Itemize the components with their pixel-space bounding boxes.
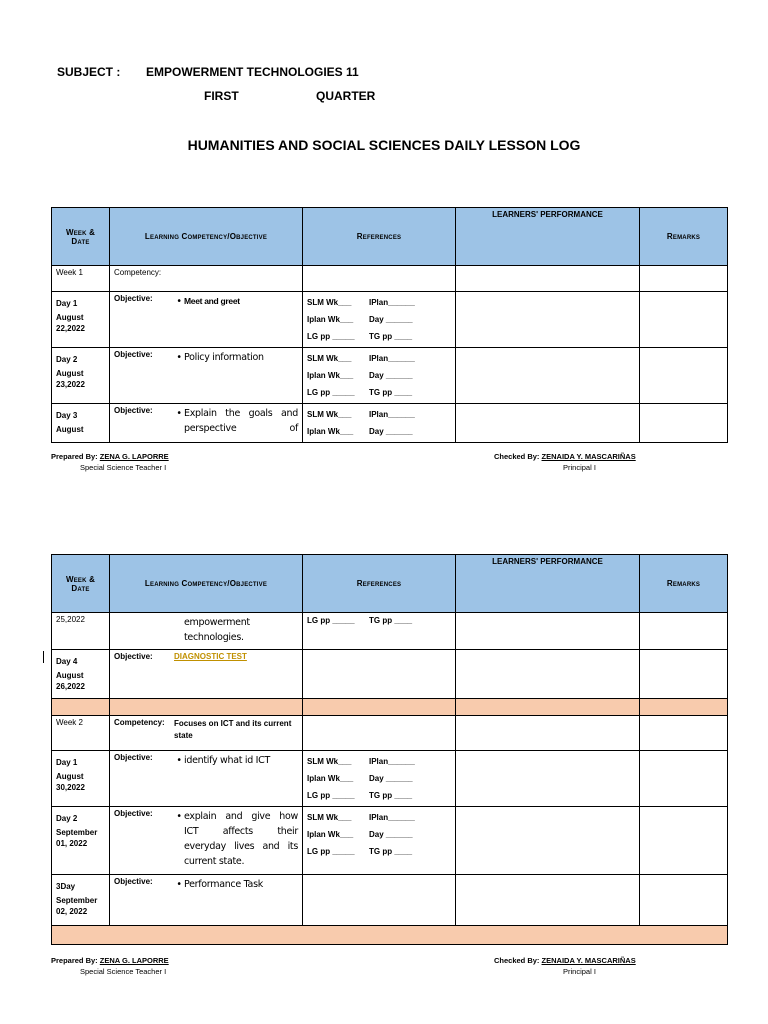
competency-text: state [174,731,193,740]
checked-label: Checked By: [494,956,540,965]
table-header-row [52,208,728,266]
ref-slm: SLM Wk___ [307,757,352,766]
objective-text: current state. [184,856,245,867]
table-row [52,348,728,404]
empty-cell [456,292,640,348]
ref-iplan: IPlan______ [369,354,415,363]
day-cell [52,292,110,348]
ref-iplan-wk: Iplan Wk___ [307,371,354,380]
ref-lg: LG pp _____ [307,388,355,397]
ref-tg: TG pp ____ [369,388,413,397]
date-day: 01, 2022 [56,839,88,848]
ref-lg: LG pp _____ [307,791,355,800]
prepared-label: Prepared By: [51,956,98,965]
date-month: August [56,313,84,322]
ref-iplan-wk: Iplan Wk___ [307,830,354,839]
empty-cell [303,266,456,292]
ref-slm: SLM Wk___ [307,298,352,307]
bullet-icon: • [176,755,182,766]
references-cell [303,807,456,875]
ref-tg: TG pp ____ [369,791,413,800]
day-cell [52,751,110,807]
prepared-by [51,956,169,965]
day-cell [52,875,110,926]
empty-cell [303,650,456,699]
empty-cell [456,716,640,751]
checked-label: Checked By: [494,452,540,461]
checked-name: ZENAIDA Y. MASCARIÑAS [541,452,636,461]
references-cell [303,613,456,650]
objective-text: Performance Task [184,879,263,890]
col-remarks: Remarks [640,208,728,266]
objective-text: everyday lives and its [184,841,298,852]
day-label: Day 1 [56,299,78,308]
ref-iplan-wk: Iplan Wk___ [307,315,354,324]
references-cell [303,292,456,348]
table-row [52,613,728,650]
term-quarter: QUARTER [316,89,376,103]
ref-iplan-wk: Iplan Wk___ [307,427,354,436]
ref-lg: LG pp _____ [307,332,355,341]
ref-iplan: IPlan______ [369,813,415,822]
bullet-icon: • [176,408,182,419]
objective-text: ICT affects their [184,826,298,837]
day-label: Day 2 [56,814,78,823]
ref-lg: LG pp _____ [307,847,355,856]
table-row [52,875,728,926]
day-label: Day 3 [56,411,78,420]
day-label: Day 4 [56,657,78,666]
competency-cell [110,716,303,751]
day-cell [52,650,110,699]
col-references: References [303,208,456,266]
col-week-date: Week & Date [52,555,110,613]
ref-day: Day ______ [369,774,413,783]
empty-cell [640,292,728,348]
table-row [52,650,728,699]
term-first: FIRST [204,89,239,103]
table-row [52,292,728,348]
date-month: September [56,828,98,837]
date-month: August [56,425,84,434]
competency-text: Focuses on ICT and its current [174,719,292,728]
objective-cell [110,404,303,443]
table-row [52,807,728,875]
empty-cell [640,266,728,292]
table-header-row [52,555,728,613]
date-day: 22,2022 [56,324,85,333]
date-month: September [56,896,98,905]
checked-name: ZENAIDA Y. MASCARIÑAS [541,956,636,965]
empty-cell [640,751,728,807]
ref-day: Day ______ [369,371,413,380]
prepared-title: Special Science Teacher I [80,967,167,976]
competency-label: Competency: [114,718,165,727]
empty-cell [456,751,640,807]
empty-cell [640,650,728,699]
empty-cell [640,348,728,404]
empty-cell [640,875,728,926]
objective-cell [110,807,303,875]
ref-iplan: IPlan______ [369,757,415,766]
empty-cell [456,875,640,926]
objective-text: explain and give how [184,811,298,822]
objective-label: Objective: [114,406,153,415]
subject-label: SUBJECT : [57,65,121,79]
objective-text: Policy information [184,352,264,363]
empty-cell [456,807,640,875]
date-day: 26,2022 [56,682,85,691]
date-day: 30,2022 [56,783,85,792]
bullet-icon: • [176,811,182,822]
diagnostic-test-link[interactable]: DIAGNOSTIC TEST [174,652,247,661]
col-competency: Learning Competency/Objective [110,208,303,266]
empty-cell [640,716,728,751]
empty-cell [640,807,728,875]
table-row [52,404,728,443]
empty-cell [456,650,640,699]
competency-label: Competency: [110,266,303,292]
objective-text: Meet and greet [184,296,240,306]
day-cell [52,404,110,443]
col-learners-performance: LEARNERS' PERFORMANCE [456,555,640,613]
ref-tg: TG pp ____ [369,847,413,856]
table-row [52,716,728,751]
prepared-name: ZENA G. LAPORRE [99,452,169,461]
objective-text: identify what id ICT [184,755,271,766]
checked-title: Principal I [563,463,596,472]
checked-title: Principal I [563,967,596,976]
ref-day: Day ______ [369,427,413,436]
objective-cell [110,650,303,699]
col-week-date: Week & Date [52,208,110,266]
col-learners-performance: LEARNERS' PERFORMANCE [456,208,640,266]
day-label: Day 1 [56,758,78,767]
objective-label: Objective: [114,350,153,359]
date-month: August [56,671,84,680]
lesson-log-table-1 [51,207,728,443]
empty-cell [303,716,456,751]
objective-text: technologies. [184,632,244,643]
objective-label: Objective: [114,809,153,818]
prepared-by [51,452,169,461]
week-cell: Week 1 [52,266,110,292]
ref-slm: SLM Wk___ [307,813,352,822]
bullet-icon: • [176,352,182,363]
col-remarks: Remarks [640,555,728,613]
day-label: 3Day [56,882,76,891]
col-competency: Learning Competency/Objective [110,555,303,613]
date-month: August [56,772,84,781]
week-cell: Week 2 [52,716,110,751]
ref-iplan-wk: Iplan Wk___ [307,774,354,783]
empty-cell [303,875,456,926]
col-references: References [303,555,456,613]
empty-cell [640,404,728,443]
checked-by [494,956,636,965]
page-title: HUMANITIES AND SOCIAL SCIENCES DAILY LESSON LOG [187,137,581,153]
empty-cell [640,613,728,650]
bullet-icon: • [176,879,182,890]
ref-iplan: IPlan______ [369,298,415,307]
references-cell [303,348,456,404]
empty-cell [456,348,640,404]
prepared-name: ZENA G. LAPORRE [99,956,169,965]
empty-cell [456,266,640,292]
date-month: August [56,369,84,378]
objective-label: Objective: [114,877,153,886]
separator-row [52,926,728,945]
references-cell [303,751,456,807]
ref-day: Day ______ [369,315,413,324]
empty-cell [456,404,640,443]
objective-cell [110,751,303,807]
references-cell [303,404,456,443]
ref-day: Day ______ [369,830,413,839]
checked-by [494,452,636,461]
objective-cell [110,292,303,348]
ref-tg: TG pp ____ [369,616,413,625]
table-row [52,266,728,292]
ref-iplan: IPlan______ [369,410,415,419]
objective-label: Objective: [114,753,153,762]
empty-cell [456,613,640,650]
ref-tg: TG pp ____ [369,332,413,341]
day-cell [52,348,110,404]
ref-lg: LG pp _____ [307,616,355,625]
date-day: 23,2022 [56,380,85,389]
date-day: 02, 2022 [56,907,88,916]
text-cursor [43,651,44,663]
table-row [52,751,728,807]
day-label: Day 2 [56,355,78,364]
objective-cell [110,613,303,650]
day-cell [52,807,110,875]
objective-label: Objective: [114,652,153,661]
prepared-title: Special Science Teacher I [80,463,167,472]
ref-slm: SLM Wk___ [307,410,352,419]
ref-slm: SLM Wk___ [307,354,352,363]
objective-cell [110,348,303,404]
prepared-label: Prepared By: [51,452,98,461]
objective-label: Objective: [114,294,153,303]
subject-value: EMPOWERMENT TECHNOLOGIES 11 [146,65,359,79]
objective-text: Explain the goals and [184,408,298,419]
separator-row [52,699,728,716]
bullet-icon: • [176,296,182,307]
objective-text: empowerment [184,617,250,628]
objective-text: perspective of [184,423,298,434]
date-day: 25,2022 [52,613,110,650]
lesson-log-table-2 [51,554,728,945]
objective-cell [110,875,303,926]
